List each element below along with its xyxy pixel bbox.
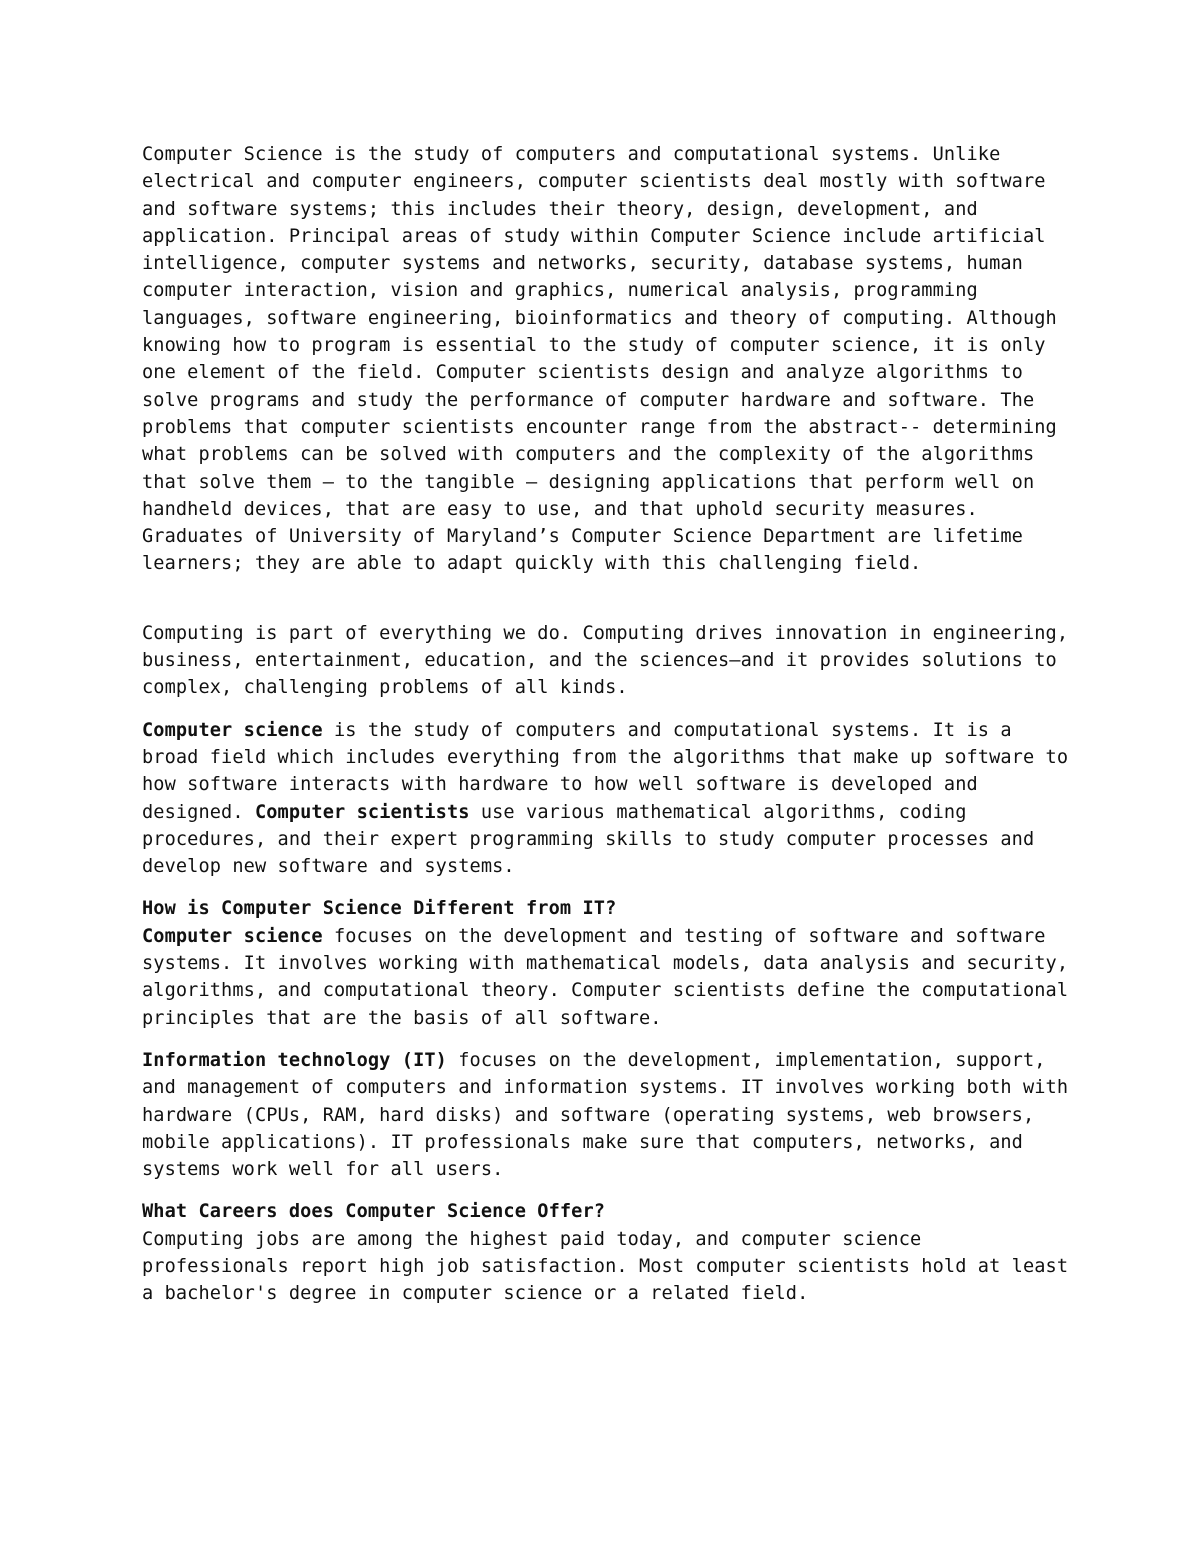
careers-paragraph: Computing jobs are among the highest paid today, and computer science professionals report high job satisfaction. Most computer scientists hold at least a bachelor's degree in computer science or a related field. bbox=[142, 1228, 1080, 1305]
term-computer-science: Computer science bbox=[142, 925, 323, 947]
intro-paragraph: Computer Science is the study of computers and computational systems. Unlike electrical and computer engineers, computer scientists deal mostly with software and software systems; this includes their theory, design, development, and application. Principal areas of study within Computer Science include artificial intelligence, computer systems and networks, security, database systems, human computer interaction, vision and graphics, numerical analysis, programming languages, software engineering, bioinformatics and theory of computing. Although knowing how to program is essential to the study of computer science, it is only one element of the field. Computer scientists design and analyze algorithms to solve programs and study the performance of computer hardware and software. The problems that computer scientists encounter range from the abstract-- determining what problems can be solved with computers and the complexity of the algorithms that solve them – to the tangible – designing applications that perform well on handheld devices, that are easy to use, and that uphold security measures. Graduates of University of Maryland’s Computer Science Department are lifetime learners; they are able to adapt quickly with this challenging field. bbox=[142, 144, 1069, 575]
paragraph-spacer bbox=[142, 1032, 1072, 1047]
cs-focus-text: focuses on the development and testing of software and software systems. It involves working with mathematical models, data analysis and security, algorithms, and computational theory. Computer scientists define the computational principles that are the basis of all software. bbox=[142, 925, 1080, 1029]
paragraph-spacer bbox=[142, 880, 1072, 895]
definition-text-continued: use various mathematical algorithms, coding procedures, and their expert programming skills to study computer processes and develop new software and systems. bbox=[142, 801, 1046, 878]
section-heading-careers: What Careers does Computer Science Offer? bbox=[142, 1201, 606, 1223]
computer-science-definition-paragraph bbox=[142, 717, 1080, 881]
section-heading-cs-vs-it: How is Computer Science Different from IT? bbox=[142, 898, 617, 920]
document-body bbox=[142, 141, 1080, 1308]
it-focus-paragraph bbox=[142, 1047, 1080, 1183]
paragraph-spacer bbox=[142, 578, 1072, 620]
it-focus-text: focuses on the development, implementation, support, and management of computers and information systems. IT involves working both with hardware (CPUs, RAM, hard disks) and software (operating systems, web browsers, mobile applications). IT professionals make sure that computers, networks, and systems work well for all users. bbox=[142, 1049, 1080, 1181]
term-computer-science: Computer science bbox=[142, 719, 323, 741]
cs-focus-paragraph bbox=[142, 923, 1080, 1032]
computing-paragraph: Computing is part of everything we do. Computing drives innovation in engineering, business, entertainment, education, and the sciences—and it provides solutions to complex, challenging problems of all kinds. bbox=[142, 622, 1080, 699]
definition-text: is the study of computers and computational systems. It is a broad field which includes everything from the algorithms that make up software to how software interacts with hardware to how well software is developed and designed. bbox=[142, 719, 1080, 823]
term-information-technology: Information technology (IT) bbox=[142, 1049, 447, 1071]
paragraph-spacer bbox=[142, 702, 1072, 717]
term-computer-scientists: Computer scientists bbox=[254, 801, 470, 823]
paragraph-spacer bbox=[142, 1183, 1072, 1198]
